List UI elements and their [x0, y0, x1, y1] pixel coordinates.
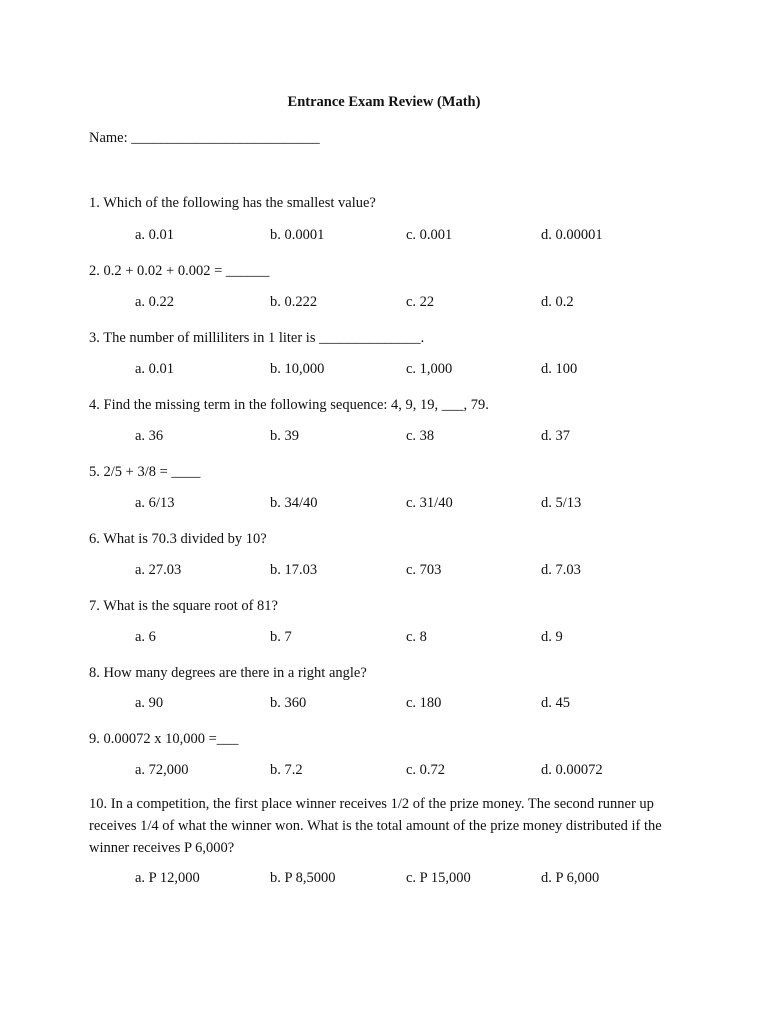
choice-c: c. 180	[406, 695, 442, 711]
choice-a: a. 0.22	[135, 294, 175, 310]
choice-c: c. 38	[406, 428, 435, 444]
choice-a: a. 27.03	[135, 562, 182, 578]
choices-3	[135, 361, 695, 381]
choices-4	[135, 428, 695, 448]
choice-a: a. P 12,000	[135, 870, 200, 886]
choices-6	[135, 562, 695, 582]
question-8: 8. How many degrees are there in a right angle?	[89, 665, 367, 681]
question-1: 1. Which of the following has the smallest value?	[89, 195, 376, 211]
choice-c: c. 22	[406, 294, 435, 310]
choice-c: c. 8	[406, 629, 427, 645]
choice-b: b. P 8,5000	[270, 870, 336, 886]
question-9: 9. 0.00072 x 10,000 =___	[89, 731, 239, 747]
question-4: 4. Find the missing term in the following sequence: 4, 9, 19, ___, 79.	[89, 397, 489, 413]
question-5: 5. 2/5 + 3/8 = ____	[89, 464, 201, 480]
choice-a: a. 90	[135, 695, 164, 711]
choice-c: c. 703	[406, 562, 442, 578]
choice-b: b. 0.0001	[270, 227, 325, 243]
question-7: 7. What is the square root of 81?	[89, 598, 278, 614]
choice-d: d. 5/13	[541, 495, 582, 511]
name-field-line: Name: __________________________	[89, 130, 320, 146]
choice-d: d. 100	[541, 361, 578, 377]
choice-b: b. 7	[270, 629, 292, 645]
choice-d: d. P 6,000	[541, 870, 600, 886]
choices-1	[135, 227, 695, 247]
choice-d: d. 0.00001	[541, 227, 603, 243]
choices-8	[135, 695, 695, 715]
choices-5	[135, 495, 695, 515]
choice-d: d. 7.03	[541, 562, 581, 578]
choices-7	[135, 629, 695, 649]
choice-b: b. 0.222	[270, 294, 318, 310]
choice-d: d. 37	[541, 428, 570, 444]
choice-a: a. 0.01	[135, 227, 175, 243]
question-6: 6. What is 70.3 divided by 10?	[89, 531, 267, 547]
choice-a: a. 6	[135, 629, 156, 645]
choice-a: a. 6/13	[135, 495, 175, 511]
choice-b: b. 17.03	[270, 562, 318, 578]
question-10: 10. In a competition, the first place winner receives 1/2 of the prize money. The second runner up receives 1/4 of what the winner won. What is the total amount of the prize money distributed if the winner receives P 6,000?	[89, 796, 662, 856]
choice-b: b. 10,000	[270, 361, 325, 377]
choice-c: c. 1,000	[406, 361, 453, 377]
choices-2	[135, 294, 695, 314]
choice-c: c. 0.001	[406, 227, 453, 243]
question-2: 2. 0.2 + 0.02 + 0.002 = ______	[89, 263, 270, 279]
choices-9	[135, 762, 695, 782]
choices-10	[135, 870, 695, 890]
choice-c: c. 31/40	[406, 495, 453, 511]
question-3: 3. The number of milliliters in 1 liter is ______________.	[89, 330, 425, 346]
choice-a: a. 0.01	[135, 361, 175, 377]
choice-d: d. 45	[541, 695, 570, 711]
choice-d: d. 0.00072	[541, 762, 603, 778]
choice-a: a. 72,000	[135, 762, 189, 778]
choice-d: d. 0.2	[541, 294, 574, 310]
choice-d: d. 9	[541, 629, 563, 645]
choice-c: c. P 15,000	[406, 870, 471, 886]
choice-b: b. 39	[270, 428, 299, 444]
choice-a: a. 36	[135, 428, 164, 444]
choice-b: b. 34/40	[270, 495, 318, 511]
choice-b: b. 7.2	[270, 762, 303, 778]
choice-b: b. 360	[270, 695, 307, 711]
choice-c: c. 0.72	[406, 762, 446, 778]
page-title: Entrance Exam Review (Math)	[287, 94, 481, 110]
